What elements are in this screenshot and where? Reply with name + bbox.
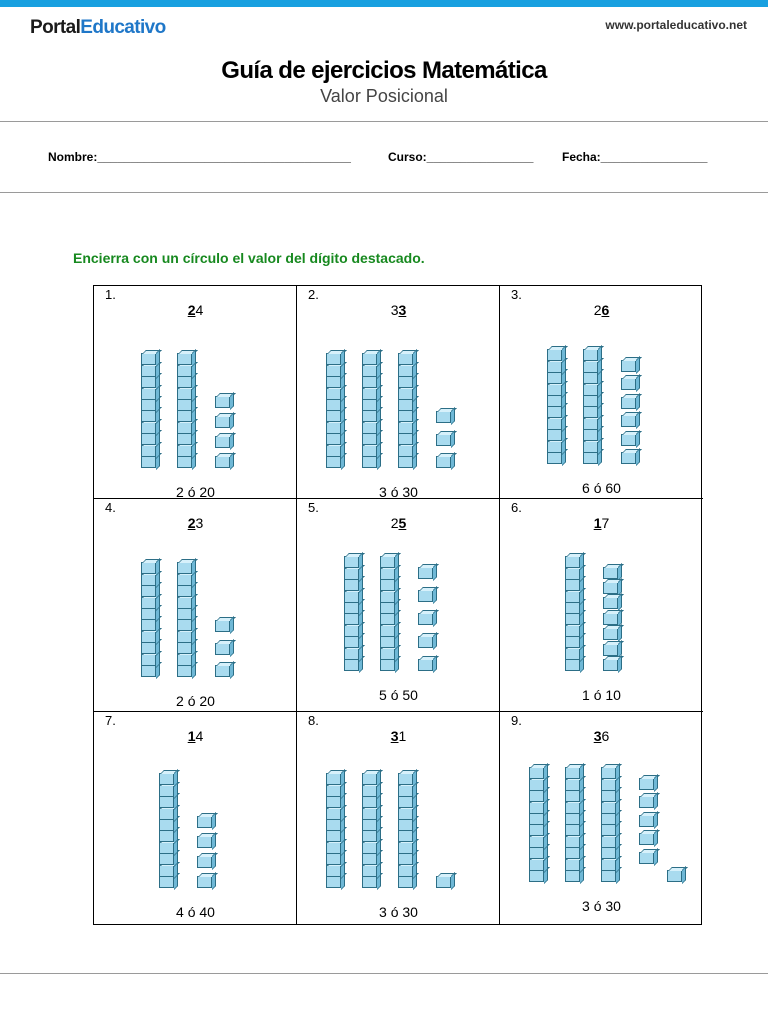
answer-options[interactable]: 6 ó 60 bbox=[582, 480, 621, 496]
ten-rod-cube bbox=[398, 456, 413, 468]
exercise-cell-8 bbox=[297, 712, 500, 925]
ten-rod-cube bbox=[565, 802, 580, 814]
unit-cube bbox=[603, 582, 618, 594]
ten-rod-cube bbox=[565, 659, 580, 671]
ten-rod-cube bbox=[141, 422, 156, 434]
ten-rod-cube bbox=[601, 824, 616, 836]
ten-rod-cube bbox=[601, 870, 616, 882]
exercise-value bbox=[297, 515, 500, 531]
ten-rod-cube bbox=[398, 808, 413, 820]
exercise-number: 7. bbox=[105, 713, 116, 728]
divider-bottom bbox=[0, 973, 768, 974]
ten-rod-cube bbox=[326, 410, 341, 422]
ten-rod-cube bbox=[380, 659, 395, 671]
ten-rod-cube bbox=[177, 410, 192, 422]
answer-options[interactable]: 3 ó 30 bbox=[379, 484, 418, 500]
ten-rod-cube bbox=[362, 353, 377, 365]
ten-rod-cube bbox=[177, 665, 192, 677]
ten-rod-cube bbox=[177, 353, 192, 365]
ten-rod-cube bbox=[344, 648, 359, 660]
ten-rod-cube bbox=[141, 388, 156, 400]
ten-rod-cube bbox=[565, 636, 580, 648]
unit-cube bbox=[418, 567, 433, 579]
ten-rod-cube bbox=[362, 865, 377, 877]
ten-rod-cube bbox=[547, 384, 562, 396]
unit-cube bbox=[436, 876, 451, 888]
unit-cube bbox=[197, 856, 212, 868]
ten-rod-cube bbox=[380, 613, 395, 625]
ten-rod-cube bbox=[583, 361, 598, 373]
ten-rod-cube bbox=[362, 773, 377, 785]
ten-rod-cube bbox=[159, 865, 174, 877]
ten-rod-cube bbox=[141, 585, 156, 597]
unit-cube bbox=[621, 378, 636, 390]
ten-rod-cube bbox=[529, 870, 544, 882]
ten-rod-cube bbox=[398, 353, 413, 365]
ten-rod-cube bbox=[362, 808, 377, 820]
ten-rod-cube bbox=[326, 830, 341, 842]
ten-rod-cube bbox=[326, 422, 341, 434]
instruction-text: Encierra con un círculo el valor del dígito destacado. bbox=[73, 250, 425, 266]
ten-rod-cube bbox=[177, 456, 192, 468]
logo-text-educativo: Educativo bbox=[80, 17, 166, 38]
ten-rod-cube bbox=[529, 813, 544, 825]
digit-after: 6 bbox=[601, 728, 610, 744]
ten-rod-cube bbox=[529, 802, 544, 814]
ten-rod-cube bbox=[362, 445, 377, 457]
ten-rod-cube bbox=[398, 853, 413, 865]
ten-rod-cube bbox=[326, 842, 341, 854]
unit-cube bbox=[436, 434, 451, 446]
exercise-grid bbox=[93, 285, 702, 925]
ten-rod-cube bbox=[601, 836, 616, 848]
ten-rod-cube bbox=[141, 574, 156, 586]
ten-rod-cube bbox=[601, 779, 616, 791]
divider-middle bbox=[0, 192, 768, 193]
ten-rod-cube bbox=[141, 399, 156, 411]
ten-rod-cube bbox=[529, 824, 544, 836]
ten-rod-cube bbox=[177, 388, 192, 400]
ten-rod-cube bbox=[601, 802, 616, 814]
ten-rod-cube bbox=[177, 642, 192, 654]
ten-rod-cube bbox=[177, 422, 192, 434]
ten-rod-cube bbox=[398, 410, 413, 422]
ten-rod-cube bbox=[362, 410, 377, 422]
name-field[interactable]: Nombre:______________________________________ bbox=[48, 150, 351, 164]
ten-rod-cube bbox=[344, 579, 359, 591]
highlighted-digit: 3 bbox=[593, 728, 602, 744]
answer-options[interactable]: 3 ó 30 bbox=[379, 904, 418, 920]
unit-cube bbox=[436, 411, 451, 423]
ten-rod-cube bbox=[326, 785, 341, 797]
unit-cube bbox=[639, 796, 654, 808]
unit-cube bbox=[639, 852, 654, 864]
ten-rod-cube bbox=[601, 790, 616, 802]
ten-rod-cube bbox=[326, 819, 341, 831]
unit-cube bbox=[197, 816, 212, 828]
ten-rod-cube bbox=[547, 441, 562, 453]
ten-rod-cube bbox=[398, 842, 413, 854]
ten-rod-cube bbox=[565, 767, 580, 779]
ten-rod-cube bbox=[141, 654, 156, 666]
ten-rod-cube bbox=[380, 579, 395, 591]
exercise-number: 5. bbox=[308, 500, 319, 515]
exercise-cell-9 bbox=[500, 712, 703, 925]
exercise-cell-3 bbox=[500, 286, 703, 499]
ten-rod-cube bbox=[177, 597, 192, 609]
ten-rod-cube bbox=[547, 361, 562, 373]
ten-rod-cube bbox=[141, 365, 156, 377]
ten-rod-cube bbox=[565, 870, 580, 882]
ten-rod-cube bbox=[583, 395, 598, 407]
ten-rod-cube bbox=[547, 372, 562, 384]
exercise-number: 3. bbox=[511, 287, 522, 302]
ten-rod-cube bbox=[159, 773, 174, 785]
unit-cube bbox=[639, 833, 654, 845]
highlighted-digit: 1 bbox=[593, 515, 602, 531]
logo-text-portal: Portal bbox=[30, 17, 81, 38]
ten-rod-cube bbox=[141, 445, 156, 457]
exercise-cell-7 bbox=[94, 712, 297, 925]
unit-cube bbox=[621, 452, 636, 464]
ten-rod-cube bbox=[362, 388, 377, 400]
ten-rod-cube bbox=[344, 625, 359, 637]
ten-rod-cube bbox=[529, 836, 544, 848]
unit-cube bbox=[621, 434, 636, 446]
exercise-number: 6. bbox=[511, 500, 522, 515]
ten-rod-cube bbox=[362, 819, 377, 831]
ten-rod-cube bbox=[326, 445, 341, 457]
unit-cube bbox=[603, 567, 618, 579]
page-title: Guía de ejercicios Matemática bbox=[221, 57, 547, 84]
ten-rod-cube bbox=[362, 376, 377, 388]
ten-rod-cube bbox=[141, 642, 156, 654]
unit-cube bbox=[639, 778, 654, 790]
ten-rod-cube bbox=[583, 384, 598, 396]
ten-rod-cube bbox=[601, 767, 616, 779]
unit-cube bbox=[621, 397, 636, 409]
ten-rod-cube bbox=[565, 836, 580, 848]
ten-rod-cube bbox=[326, 796, 341, 808]
exercise-value bbox=[500, 302, 703, 318]
ten-rod-cube bbox=[177, 445, 192, 457]
highlighted-digit: 6 bbox=[601, 302, 610, 318]
ten-rod-cube bbox=[565, 824, 580, 836]
ten-rod-cube bbox=[565, 591, 580, 603]
ten-rod-cube bbox=[583, 372, 598, 384]
ten-rod-cube bbox=[159, 842, 174, 854]
digit-after: 3 bbox=[195, 515, 204, 531]
ten-rod-cube bbox=[380, 636, 395, 648]
page-subtitle: Valor Posicional bbox=[320, 86, 448, 106]
ten-rod-cube bbox=[398, 773, 413, 785]
ten-rod-cube bbox=[583, 429, 598, 441]
ten-rod-cube bbox=[362, 830, 377, 842]
ten-rod-cube bbox=[159, 819, 174, 831]
ten-rod-cube bbox=[583, 418, 598, 430]
ten-rod-cube bbox=[141, 433, 156, 445]
ten-rod-cube bbox=[326, 773, 341, 785]
ten-rod-cube bbox=[565, 556, 580, 568]
answer-options[interactable]: 2 ó 20 bbox=[176, 693, 215, 709]
unit-cube bbox=[603, 659, 618, 671]
exercise-cell-2 bbox=[297, 286, 500, 499]
ten-rod-cube bbox=[177, 619, 192, 631]
ten-rod-cube bbox=[565, 568, 580, 580]
ten-rod-cube bbox=[326, 376, 341, 388]
ten-rod-cube bbox=[362, 842, 377, 854]
digit-before: 2 bbox=[593, 302, 602, 318]
exercise-value bbox=[500, 728, 703, 744]
ten-rod-cube bbox=[344, 556, 359, 568]
unit-cube bbox=[603, 644, 618, 656]
ten-rod-cube bbox=[141, 619, 156, 631]
ten-rod-cube bbox=[326, 865, 341, 877]
unit-cube bbox=[436, 456, 451, 468]
unit-cube bbox=[603, 613, 618, 625]
ten-rod-cube bbox=[326, 399, 341, 411]
unit-cube bbox=[215, 665, 230, 677]
unit-cube bbox=[667, 870, 682, 882]
ten-rod-cube bbox=[326, 433, 341, 445]
ten-rod-cube bbox=[380, 648, 395, 660]
ten-rod-cube bbox=[547, 418, 562, 430]
ten-rod-cube bbox=[326, 365, 341, 377]
ten-rod-cube bbox=[583, 406, 598, 418]
ten-rod-cube bbox=[344, 568, 359, 580]
top-accent-bar bbox=[0, 0, 768, 7]
ten-rod-cube bbox=[601, 847, 616, 859]
ten-rod-cube bbox=[326, 808, 341, 820]
ten-rod-cube bbox=[159, 853, 174, 865]
answer-options[interactable]: 3 ó 30 bbox=[582, 898, 621, 914]
ten-rod-cube bbox=[362, 365, 377, 377]
answer-options[interactable]: 2 ó 20 bbox=[176, 484, 215, 500]
ten-rod-cube bbox=[547, 429, 562, 441]
ten-rod-cube bbox=[344, 602, 359, 614]
ten-rod-cube bbox=[362, 456, 377, 468]
ten-rod-cube bbox=[398, 422, 413, 434]
ten-rod-cube bbox=[398, 445, 413, 457]
unit-cube bbox=[621, 415, 636, 427]
ten-rod-cube bbox=[547, 395, 562, 407]
ten-rod-cube bbox=[380, 591, 395, 603]
date-field[interactable]: Fecha:________________ bbox=[562, 150, 708, 164]
ten-rod-cube bbox=[565, 859, 580, 871]
ten-rod-cube bbox=[141, 608, 156, 620]
digit-after: 4 bbox=[195, 302, 204, 318]
ten-rod-cube bbox=[141, 353, 156, 365]
ten-rod-cube bbox=[583, 349, 598, 361]
ten-rod-cube bbox=[565, 790, 580, 802]
ten-rod-cube bbox=[177, 608, 192, 620]
exercise-cell-5 bbox=[297, 499, 500, 712]
ten-rod-cube bbox=[141, 597, 156, 609]
ten-rod-cube bbox=[326, 876, 341, 888]
unit-cube bbox=[603, 628, 618, 640]
ten-rod-cube bbox=[380, 602, 395, 614]
ten-rod-cube bbox=[326, 456, 341, 468]
ten-rod-cube bbox=[177, 585, 192, 597]
ten-rod-cube bbox=[583, 441, 598, 453]
unit-cube bbox=[215, 456, 230, 468]
divider-top bbox=[0, 121, 768, 122]
ten-rod-cube bbox=[398, 819, 413, 831]
unit-cube bbox=[215, 416, 230, 428]
highlighted-digit: 3 bbox=[398, 302, 407, 318]
ten-rod-cube bbox=[583, 452, 598, 464]
unit-cube bbox=[215, 436, 230, 448]
ten-rod-cube bbox=[177, 399, 192, 411]
exercise-value bbox=[500, 515, 703, 531]
exercise-value bbox=[297, 728, 500, 744]
highlighted-digit: 3 bbox=[390, 728, 399, 744]
highlighted-digit: 2 bbox=[187, 302, 196, 318]
ten-rod-cube bbox=[380, 556, 395, 568]
exercise-cell-6 bbox=[500, 499, 703, 712]
ten-rod-cube bbox=[177, 562, 192, 574]
ten-rod-cube bbox=[362, 422, 377, 434]
highlighted-digit: 5 bbox=[398, 515, 407, 531]
ten-rod-cube bbox=[326, 353, 341, 365]
exercise-cell-4 bbox=[94, 499, 297, 712]
ten-rod-cube bbox=[159, 808, 174, 820]
ten-rod-cube bbox=[529, 859, 544, 871]
ten-rod-cube bbox=[141, 665, 156, 677]
unit-cube bbox=[418, 636, 433, 648]
ten-rod-cube bbox=[601, 813, 616, 825]
ten-rod-cube bbox=[380, 568, 395, 580]
unit-cube bbox=[418, 659, 433, 671]
unit-cube bbox=[639, 815, 654, 827]
ten-rod-cube bbox=[565, 813, 580, 825]
ten-rod-cube bbox=[141, 631, 156, 643]
ten-rod-cube bbox=[177, 365, 192, 377]
unit-cube bbox=[621, 360, 636, 372]
unit-cube bbox=[197, 836, 212, 848]
digit-after: 4 bbox=[195, 728, 204, 744]
ten-rod-cube bbox=[565, 613, 580, 625]
exercise-number: 2. bbox=[308, 287, 319, 302]
ten-rod-cube bbox=[529, 847, 544, 859]
exercise-number: 4. bbox=[105, 500, 116, 515]
digit-after: 1 bbox=[398, 728, 407, 744]
site-url[interactable]: www.portaleducativo.net bbox=[605, 18, 747, 32]
ten-rod-cube bbox=[398, 876, 413, 888]
ten-rod-cube bbox=[565, 779, 580, 791]
ten-rod-cube bbox=[177, 376, 192, 388]
ten-rod-cube bbox=[326, 853, 341, 865]
course-field[interactable]: Curso:________________ bbox=[388, 150, 534, 164]
digit-after: 7 bbox=[601, 515, 610, 531]
ten-rod-cube bbox=[362, 876, 377, 888]
ten-rod-cube bbox=[362, 853, 377, 865]
ten-rod-cube bbox=[565, 625, 580, 637]
ten-rod-cube bbox=[398, 365, 413, 377]
ten-rod-cube bbox=[398, 796, 413, 808]
ten-rod-cube bbox=[141, 376, 156, 388]
ten-rod-cube bbox=[326, 388, 341, 400]
ten-rod-cube bbox=[177, 574, 192, 586]
ten-rod-cube bbox=[177, 631, 192, 643]
ten-rod-cube bbox=[362, 399, 377, 411]
ten-rod-cube bbox=[547, 452, 562, 464]
ten-rod-cube bbox=[398, 388, 413, 400]
ten-rod-cube bbox=[565, 602, 580, 614]
ten-rod-cube bbox=[344, 636, 359, 648]
ten-rod-cube bbox=[398, 376, 413, 388]
portal-educativo-logo[interactable] bbox=[30, 17, 166, 39]
ten-rod-cube bbox=[344, 613, 359, 625]
ten-rod-cube bbox=[398, 785, 413, 797]
answer-options[interactable]: 5 ó 50 bbox=[379, 687, 418, 703]
ten-rod-cube bbox=[141, 456, 156, 468]
ten-rod-cube bbox=[141, 562, 156, 574]
ten-rod-cube bbox=[398, 399, 413, 411]
unit-cube bbox=[197, 876, 212, 888]
ten-rod-cube bbox=[547, 349, 562, 361]
ten-rod-cube bbox=[344, 659, 359, 671]
ten-rod-cube bbox=[398, 865, 413, 877]
ten-rod-cube bbox=[398, 433, 413, 445]
exercise-number: 1. bbox=[105, 287, 116, 302]
ten-rod-cube bbox=[565, 847, 580, 859]
digit-before: 3 bbox=[390, 302, 399, 318]
ten-rod-cube bbox=[529, 767, 544, 779]
ten-rod-cube bbox=[159, 830, 174, 842]
ten-rod-cube bbox=[529, 779, 544, 791]
ten-rod-cube bbox=[565, 579, 580, 591]
ten-rod-cube bbox=[601, 859, 616, 871]
ten-rod-cube bbox=[565, 648, 580, 660]
answer-options[interactable]: 4 ó 40 bbox=[176, 904, 215, 920]
answer-options[interactable]: 1 ó 10 bbox=[582, 687, 621, 703]
unit-cube bbox=[418, 590, 433, 602]
exercise-value bbox=[94, 728, 297, 744]
ten-rod-cube bbox=[159, 796, 174, 808]
exercise-number: 8. bbox=[308, 713, 319, 728]
unit-cube bbox=[603, 597, 618, 609]
digit-before: 2 bbox=[390, 515, 399, 531]
unit-cube bbox=[215, 396, 230, 408]
highlighted-digit: 1 bbox=[187, 728, 196, 744]
unit-cube bbox=[215, 620, 230, 632]
ten-rod-cube bbox=[362, 785, 377, 797]
ten-rod-cube bbox=[177, 433, 192, 445]
ten-rod-cube bbox=[362, 433, 377, 445]
ten-rod-cube bbox=[398, 830, 413, 842]
unit-cube bbox=[215, 643, 230, 655]
ten-rod-cube bbox=[547, 406, 562, 418]
ten-rod-cube bbox=[177, 654, 192, 666]
unit-cube bbox=[418, 613, 433, 625]
exercise-number: 9. bbox=[511, 713, 522, 728]
exercise-value bbox=[297, 302, 500, 318]
ten-rod-cube bbox=[344, 591, 359, 603]
ten-rod-cube bbox=[380, 625, 395, 637]
exercise-cell-1 bbox=[94, 286, 297, 499]
ten-rod-cube bbox=[159, 876, 174, 888]
exercise-value bbox=[94, 515, 297, 531]
ten-rod-cube bbox=[529, 790, 544, 802]
exercise-value bbox=[94, 302, 297, 318]
ten-rod-cube bbox=[141, 410, 156, 422]
ten-rod-cube bbox=[362, 796, 377, 808]
ten-rod-cube bbox=[159, 785, 174, 797]
highlighted-digit: 2 bbox=[187, 515, 196, 531]
